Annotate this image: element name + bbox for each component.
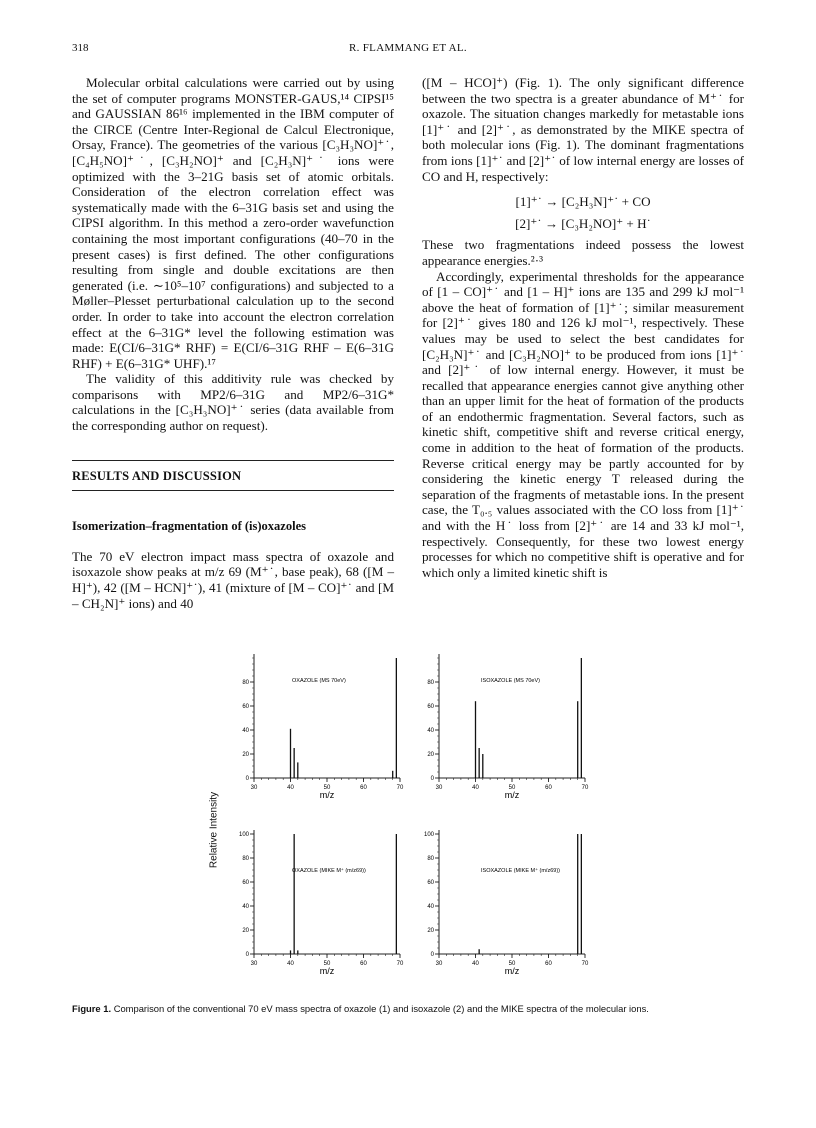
panel-title: OXAZOLE (MIKE M⁺ (m/z69)): [292, 868, 366, 874]
y-tick-label: 80: [427, 856, 434, 862]
y-tick-label: 20: [242, 928, 249, 934]
y-tick-label: 20: [242, 752, 249, 758]
y-tick-label: 20: [427, 928, 434, 934]
x-tick-label: 30: [250, 961, 258, 967]
y-tick-label: 20: [427, 752, 434, 758]
x-tick-label: 50: [508, 785, 516, 791]
x-tick-label: 40: [287, 961, 294, 967]
paragraph-spectra: The 70 eV electron impact mass spectra of oxazole and isoxazole show peaks at m/z 69 (M⁺˙, base peak), 68 ([M – H]⁺), 42 ([M – HCN]⁺˙), 41 (mixture of [M – CO]⁺˙ and [M – CH₂N]⁺ ions) and 40: [72, 548, 394, 611]
spectrum-svg: [415, 652, 593, 804]
y-tick-label: 0: [430, 776, 434, 782]
y-tick-label: 0: [245, 776, 249, 782]
x-tick-label: 70: [396, 785, 404, 791]
equation-2: [2]⁺˙ → [C₃H₂NO]⁺ + H˙: [515, 215, 651, 231]
panel-title: OXAZOLE (MS 70eV): [292, 678, 346, 684]
right-column: [422, 75, 744, 580]
figure-caption: [72, 1003, 772, 1014]
y-tick-label: 100: [423, 832, 434, 838]
caption-text: Comparison of the conventional 70 eV mass spectra of oxazole (1) and isoxazole (2) and the MIKE spectra of the molecular ions.: [113, 1003, 649, 1014]
spectrum-panel-isoxazole-mike: [415, 828, 593, 980]
subsection-heading: Isomerization–fragmentation of (is)oxazoles: [72, 519, 306, 534]
y-tick-label: 80: [242, 680, 249, 686]
y-tick-label: 0: [430, 952, 434, 958]
y-tick-label: 60: [427, 704, 434, 710]
running-head: [72, 42, 744, 58]
panel-title: ISOXAZOLE (MIKE M⁺ (m/z69)): [481, 868, 560, 874]
paragraph-appearance-energies: These two fragmentations indeed possess the lowest appearance energies.²·³: [422, 237, 744, 268]
spectrum-svg: [230, 652, 408, 804]
paragraph-thresholds: Accordingly, experimental thresholds for the appearance of [1 – CO]⁺˙ and [1 – H]⁺ ions are 135 and 299 kJ mol⁻¹ above the heat of formation of [1]⁺˙; similar measurement for [2]⁺˙ gives 180 and 126 kJ mol⁻¹, respectively. These values may be used to select the best candidates for [C₂H₃N]⁺˙ and [C₃H₂NO]⁺ to be produced from ions [1]⁺˙ and [2]⁺˙ of low internal energy. However, it must be recalled that appearance energies cannot give anything other than an upper limit for the heat of formation of the products of an endothermic fragmentation. Several factors, such as kinetic shift, competitive shift and reverse critical energy, come in addition to the heat of formation of the products. Reverse critical energy may be partly accounted for by considering the kinetic energy T released during the separation of the fragments of metastable ions. In the present case, the T₀.₅ values associated with the CO loss from [1]⁺˙ and with the H˙ loss from [2]⁺˙ are 14 and 33 kJ mol⁻¹, respectively. Consequently, for these two lowest energy processes for which no competitive shift is operative and for which only a limited kinetic shift is: [422, 268, 744, 580]
y-tick-label: 60: [242, 704, 249, 710]
equation-1: [1]⁺˙ → [C₂H₃N]⁺˙ + CO: [515, 194, 651, 210]
y-tick-label: 0: [245, 952, 249, 958]
y-tick-label: 40: [242, 728, 249, 734]
section-heading: RESULTS AND DISCUSSION: [72, 468, 242, 483]
x-tick-label: 30: [435, 785, 443, 791]
x-axis-label: m/z: [319, 790, 335, 800]
spectrum-svg: [415, 828, 593, 980]
y-tick-label: 80: [242, 856, 249, 862]
spectrum-panel-isoxazole-ms: [415, 652, 593, 804]
x-tick-label: 50: [508, 961, 516, 967]
x-tick-label: 70: [581, 785, 589, 791]
x-tick-label: 60: [545, 961, 552, 967]
section-rule-bottom: [72, 490, 394, 491]
x-tick-label: 30: [435, 961, 443, 967]
y-tick-label: 60: [427, 880, 434, 886]
left-column: [72, 75, 394, 611]
x-tick-label: 60: [360, 961, 367, 967]
spectrum-panel-oxazole-mike: [230, 828, 408, 980]
y-tick-label: 40: [242, 904, 249, 910]
y-tick-label: 80: [427, 680, 434, 686]
paragraph-additivity: The validity of this additivity rule was checked by comparisons with MP2/6–31G and MP2/6–31G* calculations in the [C₃H₃NO]⁺˙ series (data available from the corresponding author on request).: [72, 371, 394, 434]
running-title: R. FLAMMANG ET AL.: [349, 42, 467, 54]
x-tick-label: 30: [250, 785, 258, 791]
x-tick-label: 40: [472, 961, 479, 967]
x-tick-label: 40: [472, 785, 479, 791]
x-tick-label: 70: [581, 961, 589, 967]
x-tick-label: 50: [323, 785, 331, 791]
paragraph-methods: Molecular orbital calculations were carried out by using the set of computer programs MONSTER-GAUS,¹⁴ CIPSI¹⁵ and GAUSSIAN 86¹⁶ implemented in the IBM computer of the CIRCE (Centre Inter-Regional de Calcul Electronique, Orsay, France). The geometries of the various [C₃H₃NO]⁺˙, [C₄H₅NO]⁺˙, [C₃H₂NO]⁺ and [C₂H₃N]⁺˙ ions were optimized with the 3–21G basis set of atomic orbitals. Consideration of the electron correlation effect was systematically made with the 6–31G basis set and using the CIPSI algorithm. In this method a zero-order wavefunction containing the most important configurations (40–70 in the present cases) is first defined. The other configurations resulting from single and double excitations are then generated (i.e. ∼10⁵–10⁷ configurations) and subjected to a Møller–Plesset perturbational calculation up to the second order. In order to take into account the electron correlation effect at the 6–31G* level the following estimation was made: E(CI/6–31G* RHF) = E(CI/6–31G RHF – E(6–31G RHF) + E(6–31G* UHF).¹⁷: [72, 75, 394, 371]
x-axis-label: m/z: [319, 966, 335, 976]
paragraph-continued: ([M – HCO]⁺) (Fig. 1). The only significant difference between the two spectra is a greater abundance of M⁺˙ for oxazole. The situation changes markedly for metastable ions [1]⁺˙ and [2]⁺˙, as demonstrated by the MIKE spectra of both molecular ions (Fig. 1). The dominant fragmentations from ions [1]⁺˙ and [2]⁺˙ of low internal energy are losses of CO and H, respectively:: [422, 75, 744, 184]
x-tick-label: 60: [360, 785, 367, 791]
y-tick-label: 60: [242, 880, 249, 886]
spectrum-svg: [230, 828, 408, 980]
panel-title: ISOXAZOLE (MS 70eV): [481, 678, 540, 684]
y-tick-label: 40: [427, 728, 434, 734]
y-tick-label: 100: [238, 832, 249, 838]
caption-label: Figure 1.: [72, 1003, 112, 1014]
x-tick-label: 60: [545, 785, 552, 791]
y-tick-label: 40: [427, 904, 434, 910]
x-axis-label: m/z: [504, 966, 520, 976]
section-rule-top: [72, 460, 394, 461]
x-tick-label: 50: [323, 961, 331, 967]
x-axis-label: m/z: [504, 790, 520, 800]
x-tick-label: 70: [396, 961, 404, 967]
y-axis-label-text: Relative Intensity: [208, 791, 220, 869]
page-number: 318: [72, 42, 89, 54]
x-tick-label: 40: [287, 785, 294, 791]
figure-1: [200, 648, 620, 988]
spectrum-panel-oxazole-ms: [230, 652, 408, 804]
